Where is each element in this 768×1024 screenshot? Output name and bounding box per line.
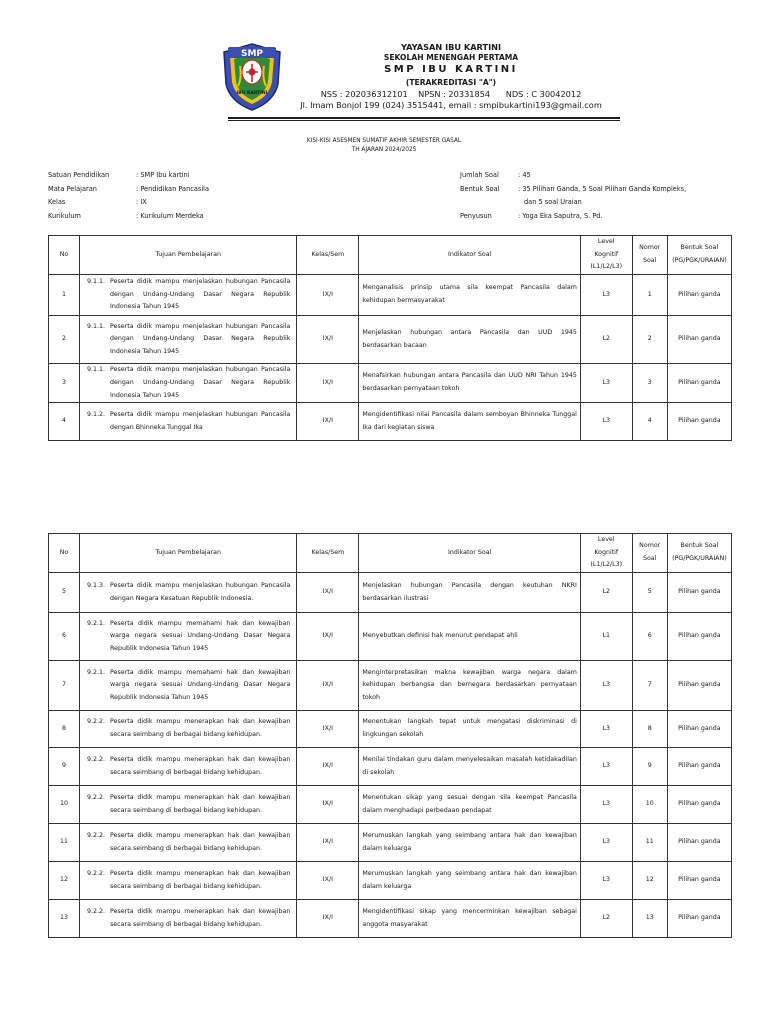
cell-no: 4: [49, 403, 80, 441]
cell-indikator: Menyebutkan definisi hak menurut pendapat ahli: [359, 613, 580, 661]
cell-indikator: Menjelaskan hubungan antara Pancasila dan UUD 1945 berdasarkan bacaan: [359, 316, 580, 364]
cell-level: L2: [580, 573, 632, 613]
tujuan-text: Peserta didik mampu menerapkan hak dan kewajiban secara seimbang di berbagai bidang kehidupan.: [110, 869, 291, 890]
table-row: [49, 364, 732, 403]
meta-value: dan 5 soal Uraian: [524, 198, 582, 206]
cell-kelas: IX/I: [297, 661, 359, 711]
meta-value: : Pendidikan Pancasila: [136, 184, 210, 193]
meta-row: [48, 169, 209, 183]
header-no: No: [49, 534, 80, 573]
cell-level: L3: [580, 275, 632, 316]
letterhead-divider: [228, 117, 620, 119]
tujuan-code: 9.2.2.: [87, 718, 106, 726]
cell-indikator: Menjelaskan hubungan Pancasila dengan keutuhan NKRI berdasarkan ilustrasi: [359, 573, 580, 613]
cell-no: 6: [49, 613, 80, 661]
table-row: [49, 661, 732, 711]
table-row: [49, 748, 732, 786]
cell-nomor: 9: [632, 748, 667, 786]
cell-nomor: 11: [632, 824, 667, 862]
meta-label: Bentuk Soal: [460, 184, 500, 193]
tujuan-text: Peserta didik mampu menerapkan hak dan kewajiban secara seimbang di berbagai bidang kehidupan.: [110, 718, 291, 739]
cell-no: 1: [49, 275, 80, 316]
cell-kelas: IX/I: [297, 316, 359, 364]
cell-indikator: Menentukan sikap yang sesuai dengan sila keempat Pancasila dalam menghadapi perbedaan pendapat: [359, 786, 580, 824]
letterhead: [284, 42, 618, 111]
cell-nomor: 2: [632, 316, 667, 364]
tujuan-text: Peserta didik mampu menerapkan hak dan kewajiban secara seimbang di berbagai bidang kehidupan.: [110, 831, 291, 852]
cell-tujuan: [80, 824, 297, 862]
cell-tujuan: [80, 786, 297, 824]
cell-tujuan: [80, 316, 297, 364]
cell-bentuk: Pilihan ganda: [667, 364, 731, 403]
cell-bentuk: Pilihan ganda: [667, 748, 731, 786]
table-row: [49, 613, 732, 661]
cell-bentuk: Pilihan ganda: [667, 661, 731, 711]
tujuan-code: 9.2.2.: [87, 793, 106, 801]
tujuan-text: Peserta didik mampu menerapkan hak dan kewajiban secara seimbang di berbagai bidang kehidupan.: [110, 907, 291, 928]
meta-label: Jumlah Soal: [460, 171, 499, 179]
cell-tujuan: [80, 711, 297, 748]
tujuan-text: Peserta didik mampu menerapkan hak dan kewajiban secara seimbang di berbagai bidang kehidupan.: [110, 755, 291, 776]
tujuan-code: 9.1.1.: [87, 278, 106, 286]
meta-value: : Yoga Eka Saputra, S. Pd.: [518, 211, 603, 220]
meta-value: : Kurikulum Merdeka: [136, 211, 204, 220]
table-row: [49, 862, 732, 900]
meta-label: Mata Pelajaran: [48, 184, 97, 193]
cell-nomor: 1: [632, 275, 667, 316]
header-indikator: Indikator Soal: [359, 534, 580, 573]
school-ids: NSS : 202036312101 NPSN : 20331854 NDS : C 30042012: [320, 89, 582, 99]
cell-nomor: 4: [632, 403, 667, 441]
cell-bentuk: Pilihan ganda: [667, 711, 731, 748]
meta-row: [48, 183, 209, 197]
cell-tujuan: [80, 403, 297, 441]
cell-no: 13: [49, 900, 80, 938]
meta-label: Satuan Pendidikan: [48, 171, 110, 179]
cell-tujuan: [80, 661, 297, 711]
cell-tujuan: [80, 900, 297, 938]
cell-tujuan: [80, 275, 297, 316]
accreditation: (TERAKREDITASI "A"): [405, 78, 497, 87]
header-nomor: Nomor Soal: [632, 534, 667, 573]
cell-bentuk: Pilihan ganda: [667, 900, 731, 938]
document-title: KISI-KISI ASESMEN SUMATIF AKHIR SEMESTER GASAL: [306, 138, 462, 144]
meta-row: [460, 183, 686, 197]
tujuan-code: 9.2.1.: [87, 619, 106, 627]
header-bentuk: Bentuk Soal (PG/PGK/URAIAN): [667, 236, 731, 275]
tujuan-text: Peserta didik mampu menjelaskan hubungan Pancasila dengan Undang-Undang Dasar Negara Republik Indonesia Tahun 1945: [110, 366, 291, 399]
tujuan-text: Peserta didik mampu menjelaskan hubungan Pancasila dengan Undang-Undang Dasar Negara Republik Indonesia Tahun 1945: [110, 278, 291, 311]
school-type: SEKOLAH MENENGAH PERTAMA: [383, 53, 519, 62]
tujuan-text: Peserta didik mampu menjelaskan hubungan Pancasila dengan Bhinneka Tunggal Ika: [110, 411, 291, 431]
table-row: [49, 711, 732, 748]
header-no: No: [49, 236, 80, 275]
cell-level: L3: [580, 364, 632, 403]
cell-nomor: 7: [632, 661, 667, 711]
header-kelas: Kelas/Sem: [297, 534, 359, 573]
cell-nomor: 13: [632, 900, 667, 938]
cell-level: L3: [580, 824, 632, 862]
logo-caption: IBU KARTINI: [236, 91, 268, 96]
cell-bentuk: Pilihan ganda: [667, 275, 731, 316]
cell-tujuan: [80, 748, 297, 786]
cell-tujuan: [80, 862, 297, 900]
cell-bentuk: Pilihan ganda: [667, 403, 731, 441]
table-row: [49, 824, 732, 862]
cell-kelas: IX/I: [297, 786, 359, 824]
meta-row: [48, 196, 209, 210]
cell-kelas: IX/I: [297, 275, 359, 316]
cell-bentuk: Pilihan ganda: [667, 824, 731, 862]
tujuan-code: 9.1.1.: [87, 322, 106, 330]
meta-label: Penyusun: [460, 211, 492, 220]
table-body-1: [49, 275, 732, 441]
cell-indikator: Merumuskan langkah yang seimbang antara hak dan kewajiban dalam keluarga: [359, 824, 580, 862]
letterhead-divider-thin: [228, 120, 620, 121]
cell-level: L3: [580, 786, 632, 824]
header-kelas: Kelas/Sem: [297, 236, 359, 275]
cell-no: 12: [49, 862, 80, 900]
logo-text: SMP: [240, 49, 264, 59]
cell-kelas: IX/I: [297, 573, 359, 613]
tujuan-text: Peserta didik mampu memahami hak dan kewajiban warga negara sesuai Undang-Undang Dasar Negara Republik Indonesia Tahun 1945: [110, 619, 291, 652]
tujuan-code: 9.2.2.: [87, 869, 106, 877]
cell-kelas: IX/I: [297, 364, 359, 403]
school-address: Jl. Imam Bonjol 199 (024) 3515441, email : smpibukartini193@gmail.com: [300, 100, 602, 110]
table-row: [49, 275, 732, 316]
cell-level: L1: [580, 613, 632, 661]
header-indikator: Indikator Soal: [359, 236, 580, 275]
cell-nomor: 12: [632, 862, 667, 900]
cell-no: 5: [49, 573, 80, 613]
meta-value: : SMP Ibu kartini: [136, 171, 190, 179]
cell-level: L2: [580, 316, 632, 364]
tujuan-text: Peserta didik mampu memahami hak dan kewajiban warga negara sesuai Undang-Undang Dasar Negara Republik Indonesia Tahun 1945: [110, 668, 291, 701]
header-tujuan: Tujuan Pembelajaran: [80, 534, 297, 573]
cell-tujuan: [80, 573, 297, 613]
cell-level: L3: [580, 711, 632, 748]
cell-nomor: 3: [632, 364, 667, 403]
cell-kelas: IX/I: [297, 711, 359, 748]
cell-indikator: Merumuskan langkah yang seimbang antara hak dan kewajiban dalam keluarga: [359, 862, 580, 900]
metadata-right: [460, 169, 686, 223]
tujuan-code: 9.2.2.: [87, 831, 106, 839]
cell-indikator: Menginterpretasikan makna kewajiban warga negara dalam kehidupan berbangsa dan bernegara berdasarkan pernyataan tokoh: [359, 661, 580, 711]
tujuan-code: 9.2.2.: [87, 755, 106, 763]
meta-row: [460, 169, 686, 183]
cell-nomor: 8: [632, 711, 667, 748]
kisi-table-2: [48, 533, 732, 938]
cell-kelas: IX/I: [297, 403, 359, 441]
cell-indikator: Menganalisis prinsip utama sila keempat Pancasila dalam kehidupan bermasyarakat: [359, 275, 580, 316]
tujuan-text: Peserta didik mampu menjelaskan hubungan Pancasila dengan Negara Kesatuan Republik Indonesia.: [110, 581, 291, 602]
cell-level: L3: [580, 748, 632, 786]
meta-row: [460, 196, 686, 210]
table-row: [49, 403, 732, 441]
cell-bentuk: Pilihan ganda: [667, 613, 731, 661]
meta-value: : IX: [136, 198, 147, 206]
meta-row: [48, 210, 209, 224]
cell-level: L3: [580, 403, 632, 441]
header-bentuk: Bentuk Soal (PG/PGK/URAIAN): [667, 534, 731, 573]
table-row: [49, 573, 732, 613]
table-row: [49, 786, 732, 824]
cell-nomor: 6: [632, 613, 667, 661]
cell-no: 8: [49, 711, 80, 748]
cell-kelas: IX/I: [297, 748, 359, 786]
cell-nomor: 10: [632, 786, 667, 824]
kisi-table-1: [48, 235, 732, 441]
cell-nomor: 5: [632, 573, 667, 613]
header-tujuan: Tujuan Pembelajaran: [80, 236, 297, 275]
cell-no: 9: [49, 748, 80, 786]
header-nomor: Nomor Soal: [632, 236, 667, 275]
cell-no: 7: [49, 661, 80, 711]
tujuan-text: Peserta didik mampu menjelaskan hubungan Pancasila dengan Undang-Undang Dasar Negara Republik Indonesia Tahun 1945: [110, 322, 291, 355]
cell-kelas: IX/I: [297, 613, 359, 661]
school-logo-icon: [220, 42, 284, 112]
meta-label: Kurikulum: [48, 211, 81, 220]
cell-bentuk: Pilihan ganda: [667, 573, 731, 613]
metadata-left: [48, 169, 209, 223]
cell-bentuk: Pilihan ganda: [667, 862, 731, 900]
cell-kelas: IX/I: [297, 900, 359, 938]
tujuan-code: 9.1.2.: [87, 411, 106, 419]
cell-no: 2: [49, 316, 80, 364]
cell-level: L3: [580, 862, 632, 900]
meta-value: : 35 Pilihan Ganda, 5 Soal Pilihan Ganda Kompleks,: [518, 184, 687, 193]
table-row: [49, 900, 732, 938]
cell-indikator: Menilai tindakan guru dalam menyelesaikan masalah ketidakadilan di sekolah: [359, 748, 580, 786]
header-level: Level Kognitif (L1/L2/L3): [580, 534, 632, 573]
cell-level: L3: [580, 661, 632, 711]
cell-tujuan: [80, 364, 297, 403]
tujuan-code: 9.2.2.: [87, 907, 106, 915]
table-header-row: [49, 534, 732, 573]
tujuan-code: 9.2.1.: [87, 668, 106, 676]
meta-value: : 45: [518, 171, 531, 179]
cell-no: 11: [49, 824, 80, 862]
cell-indikator: Mengidentifikasi nilai Pancasila dalam semboyan Bhinneka Tunggal Ika dari kegiatan siswa: [359, 403, 580, 441]
tujuan-code: 9.1.1.: [87, 366, 106, 374]
cell-indikator: Mengidentifikasi sikap yang mencerminkan kewajiban sebagai anggota masyarakat: [359, 900, 580, 938]
cell-bentuk: Pilihan ganda: [667, 316, 731, 364]
cell-no: 10: [49, 786, 80, 824]
tujuan-code: 9.1.3.: [87, 581, 106, 589]
table-body-2: [49, 573, 732, 938]
foundation-name: YAYASAN IBU KARTINI: [400, 42, 502, 52]
tujuan-text: Peserta didik mampu menerapkan hak dan kewajiban secara seimbang di berbagai bidang kehidupan.: [110, 793, 291, 814]
cell-kelas: IX/I: [297, 824, 359, 862]
cell-tujuan: [80, 613, 297, 661]
cell-bentuk: Pilihan ganda: [667, 786, 731, 824]
cell-indikator: Menentukan langkah tepat untuk mengatasi diskriminasi di lingkungan sekolah: [359, 711, 580, 748]
cell-no: 3: [49, 364, 80, 403]
cell-indikator: Menafsirkan hubungan antara Pancasila dan UUD NRI Tahun 1945 berdasarkan pernyataan tokoh: [359, 364, 580, 403]
table-row: [49, 316, 732, 364]
document-subtitle: TH AJARAN 2024/2025: [351, 147, 417, 153]
cell-kelas: IX/I: [297, 862, 359, 900]
cell-level: L2: [580, 900, 632, 938]
meta-label: Kelas: [48, 198, 66, 206]
header-level: Level Kognitif (L1/L2/L3): [580, 236, 632, 275]
table-header-row: [49, 236, 732, 275]
school-name: SMP IBU KARTINI: [384, 64, 518, 75]
meta-row: [460, 210, 686, 224]
